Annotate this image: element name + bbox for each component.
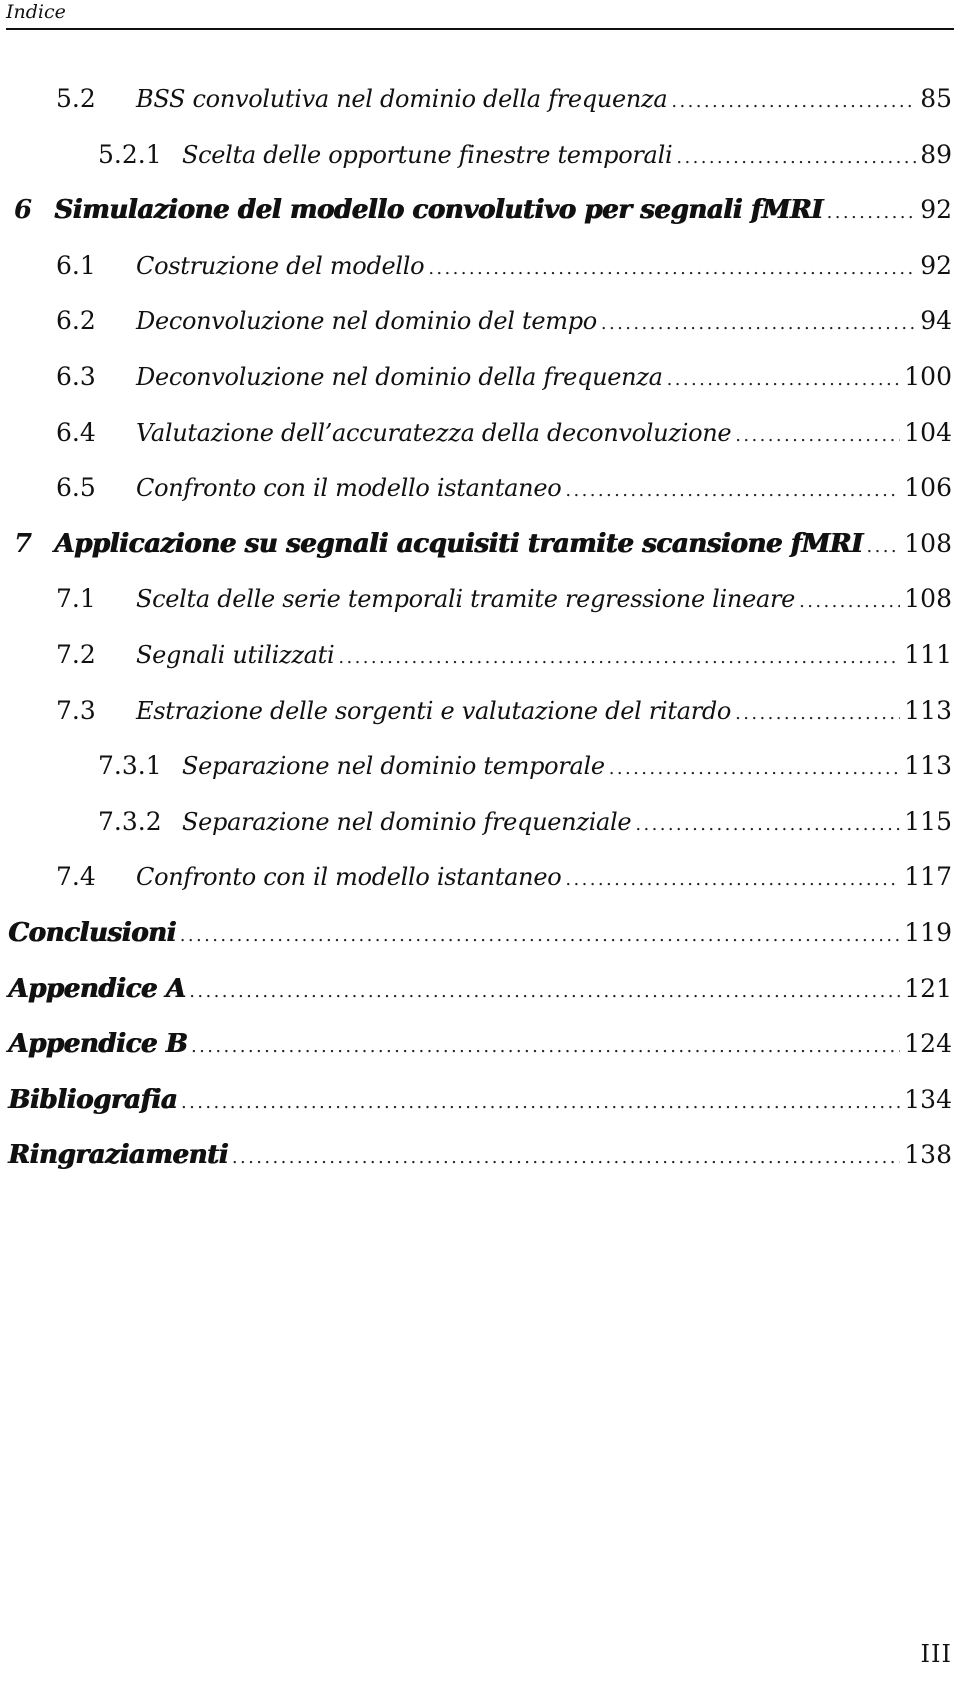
toc-entry-number: 5.2	[56, 84, 96, 113]
dot-leader	[799, 591, 900, 612]
toc-entry	[56, 862, 952, 902]
toc-entry-number: 6.5	[56, 473, 96, 502]
toc-entry-page: 108	[904, 584, 952, 613]
dot-leader	[671, 91, 916, 112]
toc-entry-title: Separazione nel dominio temporale	[182, 752, 605, 780]
toc-entry-title: Scelta delle opportune finestre temporali	[182, 141, 673, 169]
dot-leader	[667, 369, 901, 390]
toc-entry-number: 7.3.2	[98, 807, 162, 836]
toc-entry-number: 6.3	[56, 362, 96, 391]
toc-entry-number: 6	[14, 195, 32, 225]
toc-entry	[98, 751, 952, 791]
toc-entry-page: 119	[904, 918, 952, 947]
dot-leader	[428, 258, 916, 279]
toc-entry-page: 124	[904, 1029, 952, 1058]
toc-entry-title: Deconvoluzione nel dominio della frequenza	[136, 363, 663, 391]
toc-entry-title: Confronto con il modello istantaneo	[136, 863, 562, 891]
dot-leader	[189, 981, 900, 1002]
toc-entry-title: Valutazione dell’accuratezza della deconvoluzione	[136, 419, 732, 447]
toc-entry	[98, 807, 952, 847]
toc-entry-title: Bibliografia	[8, 1085, 177, 1115]
toc-entry-page: 111	[904, 640, 952, 669]
toc-entry-title: Appendice A	[8, 974, 186, 1004]
page-number: III	[920, 1640, 952, 1668]
toc-entry-page: 113	[904, 696, 952, 725]
dot-leader	[735, 703, 900, 724]
toc-entry-page: 106	[904, 473, 952, 502]
toc-entry-page: 134	[904, 1085, 952, 1114]
toc-entry-number: 6.1	[56, 251, 96, 280]
toc-entry-title: Ringraziamenti	[8, 1140, 228, 1170]
toc-entry-title: Estrazione delle sorgenti e valutazione del ritardo	[136, 697, 732, 725]
dot-leader	[180, 925, 900, 946]
toc-entry-page: 94	[920, 306, 952, 335]
toc-entry-number: 6.4	[56, 418, 96, 447]
toc-entry-number: 6.2	[56, 306, 96, 335]
dot-leader	[609, 758, 901, 779]
toc-entry	[8, 974, 952, 1014]
toc-entry	[56, 640, 952, 680]
running-head: Indice	[6, 1, 66, 23]
toc-entry	[8, 1029, 952, 1069]
toc-entry-title: Deconvoluzione nel dominio del tempo	[136, 307, 597, 335]
toc-entry-number: 7.2	[56, 640, 96, 669]
dot-leader	[565, 480, 900, 501]
toc-entry	[98, 140, 952, 180]
toc-entry-title: Costruzione del modello	[136, 252, 425, 280]
toc-entry	[56, 306, 952, 346]
toc-entry-number: 5.2.1	[98, 140, 162, 169]
toc-entry-number: 7	[14, 529, 32, 559]
dot-leader	[338, 647, 900, 668]
toc-entry-page: 85	[920, 84, 952, 113]
dot-leader	[181, 1092, 900, 1113]
dot-leader	[735, 425, 900, 446]
toc-entry	[8, 1140, 952, 1180]
toc-entry-page: 89	[920, 140, 952, 169]
toc-entry-title: Scelta delle serie temporali tramite regressione lineare	[136, 585, 796, 613]
dot-leader	[601, 313, 916, 334]
dot-leader	[565, 869, 900, 890]
toc-entry	[8, 1085, 952, 1125]
toc-entry-page: 108	[904, 529, 952, 558]
toc-entry-title: BSS convolutiva nel dominio della frequenza	[136, 85, 668, 113]
toc-entry-number: 7.3	[56, 696, 96, 725]
dot-leader	[635, 814, 900, 835]
toc-entry	[14, 529, 952, 569]
toc-entry-number: 7.4	[56, 862, 96, 891]
toc-entry	[56, 473, 952, 513]
dot-leader	[827, 202, 917, 223]
toc-entry-title: Separazione nel dominio frequenziale	[182, 808, 632, 836]
toc-entry-page: 115	[904, 807, 952, 836]
toc-entry-number: 7.1	[56, 584, 96, 613]
toc-entry	[56, 696, 952, 736]
toc-entry-number: 7.3.1	[98, 751, 162, 780]
toc-entry-page: 92	[920, 251, 952, 280]
dot-leader	[191, 1036, 900, 1057]
toc-entry	[56, 362, 952, 402]
toc-entry-page: 121	[904, 974, 952, 1003]
toc-entry	[14, 195, 952, 235]
header-rule	[6, 28, 954, 30]
toc-entry-title: Appendice B	[8, 1029, 188, 1059]
dot-leader	[232, 1147, 900, 1168]
dot-leader	[867, 536, 901, 557]
toc-entry	[56, 584, 952, 624]
toc-entry-page: 138	[904, 1140, 952, 1169]
toc-entry-title: Conclusioni	[8, 918, 176, 948]
toc-entry-page: 92	[920, 195, 952, 224]
toc-entry-page: 117	[904, 862, 952, 891]
dot-leader	[676, 147, 916, 168]
toc-entry-title: Segnali utilizzati	[136, 641, 335, 669]
toc-entry	[56, 418, 952, 458]
toc-entry-page: 104	[904, 418, 952, 447]
toc-entry	[56, 84, 952, 124]
toc-entry-page: 113	[904, 751, 952, 780]
toc-entry-page: 100	[904, 362, 952, 391]
toc-entry-title: Simulazione del modello convolutivo per segnali fMRI	[54, 195, 823, 225]
toc-entry	[56, 251, 952, 291]
toc-entry-title: Confronto con il modello istantaneo	[136, 474, 562, 502]
toc-entry-title: Applicazione su segnali acquisiti tramite scansione fMRI	[54, 529, 863, 559]
toc-entry	[8, 918, 952, 958]
